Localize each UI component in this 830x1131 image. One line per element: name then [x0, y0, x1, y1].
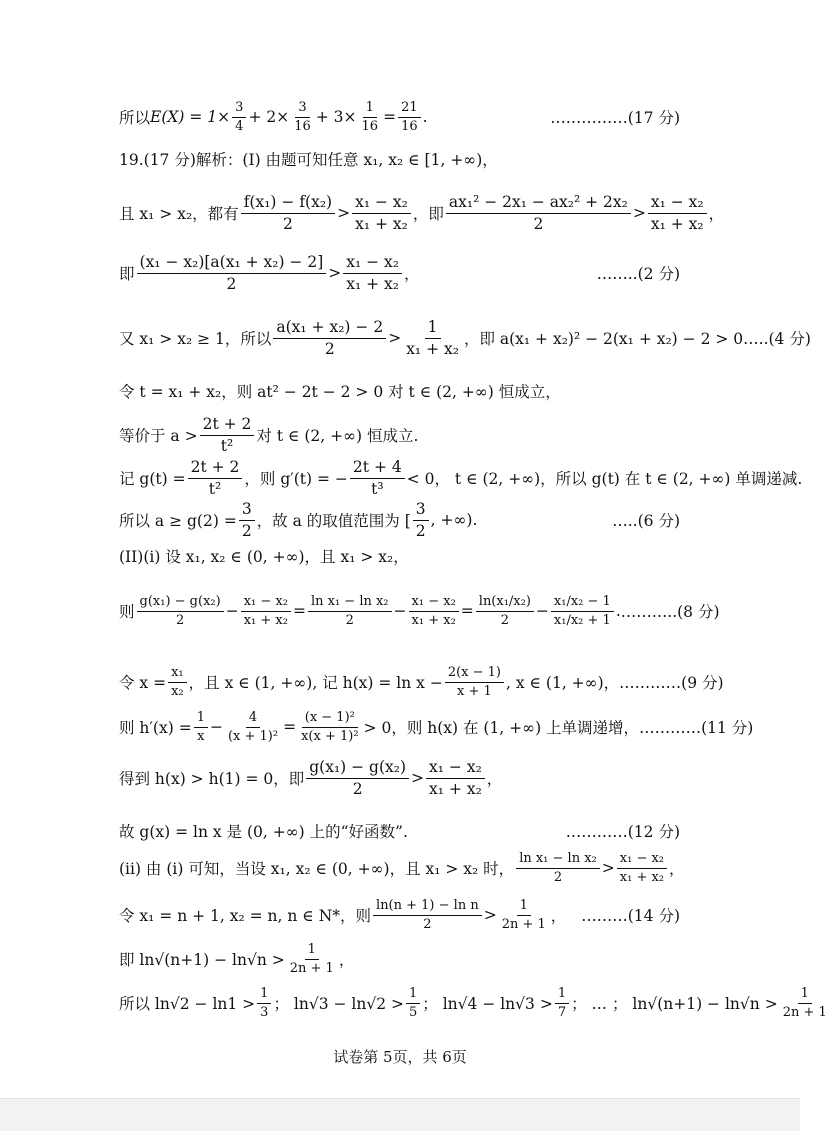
- result-h: [119, 758, 680, 798]
- fraction: $\frac{2t + 4}{\text{t³}}$: [350, 458, 405, 498]
- op: =: [283, 718, 297, 737]
- text: ； ln√4 − ln√3 >: [422, 995, 553, 1014]
- op: >: [411, 769, 425, 788]
- text: 令 t = x₁ + x₂，则 at² − 2t − 2 > 0 对 t ∈ (2, +∞) 恒成立，: [119, 383, 561, 401]
- text: , x ∈ (1, +∞)，: [506, 674, 620, 693]
- op: >: [388, 329, 402, 348]
- text: > 0，则 h(x) 在 (1, +∞) 上单调递增，: [363, 719, 640, 738]
- text: ，则 g′(t) = −: [244, 470, 348, 489]
- text: (ii) 由 (i) 可知，当设 x₁, x₂ ∈ (0, +∞)，且 x₁ > x₂ 时，: [119, 860, 515, 879]
- text: 即: [119, 265, 135, 284]
- fraction: $\frac{1}{16}$: [361, 100, 379, 134]
- text: 所以 ln√2 − ln1 >: [119, 995, 256, 1014]
- text: ，且 x ∈ (1, +∞), 记 h(x) = ln x −: [188, 674, 443, 693]
- fraction: $\frac{\text{x₁/x₂ − 1}}{\text{x₁/x₂ + 1}}$: [551, 594, 614, 628]
- part-ii-ii: [119, 851, 685, 885]
- section-19-header: [119, 148, 680, 170]
- score: …..(4 分): [743, 330, 811, 349]
- text: .: [615, 602, 621, 621]
- text: ，即 a(x₁ + x₂)² − 2(x₁ + x₂) − 2 > 0: [463, 330, 744, 349]
- text: ，故 a 的取值范围为 [: [256, 512, 411, 531]
- fraction: $\frac{3}{2}$: [413, 500, 429, 540]
- fraction: $\frac{3}{2}$: [239, 500, 255, 540]
- fraction: $\frac{\text{g(x₁) − g(x₂)}}{2}$: [306, 758, 409, 798]
- score: ………..(8 分): [620, 603, 720, 622]
- text: 令 x =: [119, 674, 167, 693]
- text: ，即: [412, 205, 444, 224]
- fraction: $\frac{\text{(x − 1)²}}{\text{x(x + 1)²}}$: [301, 710, 359, 744]
- fraction: $\frac{1}{\text{x₁ + x₂}}$: [406, 318, 459, 358]
- fraction: $\frac{1}{x}$: [194, 710, 208, 744]
- define-h: [119, 665, 724, 699]
- op: >: [337, 204, 351, 223]
- score: ………(14 分): [581, 907, 680, 926]
- score: …..(6 分): [612, 512, 680, 531]
- text: 19.(17 分)解析：(I) 由题可知任意 x₁, x₂ ∈ [1, +∞)，: [119, 151, 498, 169]
- text: 对 t ∈ (2, +∞) 恒成立.: [256, 427, 419, 446]
- fraction: $\frac{3}{16}$: [294, 100, 311, 134]
- eq-condition: [119, 193, 725, 233]
- text: ，: [486, 770, 503, 789]
- page-bottom-edge: [0, 1098, 800, 1131]
- fraction: $\frac{1}{2n + 1}$: [289, 942, 334, 976]
- fraction: $\frac{2t + 2}{\text{t²}}$: [188, 458, 243, 498]
- equivalent: [119, 415, 680, 455]
- range-a: [119, 500, 680, 540]
- fraction: $\frac{1}{7}$: [555, 986, 569, 1020]
- fraction: $\frac{\text{a(x₁ + x₂) − 2}}{2}$: [273, 318, 386, 358]
- fraction: $\frac{\text{ln(x₁/x₂)}}{2}$: [476, 594, 534, 628]
- fraction: $\frac{\text{x₁ − x₂}}{\text{x₁ + x₂}}$: [409, 594, 459, 628]
- fraction: $\frac{\text{(x₁ − x₂)[a(x₁ + x₂) − 2]}}{2}$: [137, 253, 327, 293]
- fraction: $\frac{\text{x₁ − x₂}}{\text{x₁ + x₂}}$: [648, 193, 707, 233]
- score: ……………(17 分): [550, 109, 680, 128]
- text: ，: [550, 907, 567, 926]
- fraction: $\frac{\text{x₁ − x₂}}{\text{x₁ + x₂}}$: [241, 594, 291, 628]
- text: ，: [669, 860, 685, 879]
- score: …………(12 分): [565, 823, 680, 841]
- text: ，: [708, 205, 725, 224]
- text: 所以: [119, 109, 151, 128]
- fraction: $\frac{\text{x₁ − x₂}}{\text{x₁ + x₂}}$: [352, 193, 411, 233]
- text: 等价于 a >: [119, 427, 198, 446]
- op: −: [535, 602, 549, 621]
- sqrt-inequality: [119, 942, 680, 976]
- text: ，: [338, 951, 355, 970]
- fraction: $\frac{21}{16}$: [398, 100, 421, 134]
- fraction: $\frac{2t + 2}{\text{t²}}$: [200, 415, 255, 455]
- text: 则: [119, 603, 135, 622]
- eq-expectation: [119, 100, 680, 134]
- page-footer: 试卷第 5页，共 6页: [333, 1048, 467, 1066]
- fraction: $\frac{\text{x₁ − x₂}}{\text{x₁ + x₂}}$: [426, 758, 485, 798]
- period: .: [422, 108, 428, 127]
- text: 记 g(t) =: [119, 470, 186, 489]
- text: , +∞).: [430, 511, 478, 530]
- good-function: [119, 820, 680, 842]
- eq-factored: [119, 253, 680, 293]
- text: 且 x₁ > x₂，都有: [119, 205, 239, 224]
- eq-inequality: [119, 318, 811, 358]
- fraction: $\frac{\text{ax₁² − 2x₁ − ax₂² + 2x₂}}{2}$: [446, 193, 631, 233]
- op: >: [632, 204, 646, 223]
- eq-difference: [119, 594, 720, 628]
- fraction: $\frac{4}{\text{(x + 1)²}}$: [227, 710, 279, 744]
- term: + 2×: [248, 108, 290, 127]
- score: …………(11 分): [639, 719, 754, 738]
- fraction: $\frac{3}{4}$: [232, 100, 246, 134]
- fraction: $\frac{\text{x₁}}{\text{x₂}}$: [168, 665, 187, 699]
- text: 即 ln√(n+1) − ln√n >: [119, 951, 285, 970]
- fraction: $\frac{2(x - 1)}{x + 1}$: [445, 665, 504, 699]
- text: 故 g(x) = ln x 是 (0, +∞) 上的“好函数”.: [119, 823, 408, 841]
- fraction: $\frac{1}{5}$: [406, 986, 420, 1020]
- text: 则 h′(x) =: [119, 719, 192, 738]
- text: 所以 a ≥ g(2) =: [119, 512, 237, 531]
- text: < 0， t ∈ (2, +∞)，所以 g(t) 在 t ∈ (2, +∞) 单调递减.: [406, 470, 803, 489]
- define-g: [119, 458, 803, 498]
- fraction: $\frac{1}{2n + 1}$: [501, 898, 546, 932]
- fraction: $\frac{\text{x₁ − x₂}}{\text{x₁ + x₂}}$: [617, 851, 667, 885]
- fraction: $\frac{\text{ln(n + 1) − ln n}}{2}$: [373, 898, 482, 932]
- op: >: [328, 264, 342, 283]
- score: ……..(2 分): [596, 265, 680, 284]
- fraction: $\frac{\text{f(x₁) − f(x₂)}}{2}$: [241, 193, 335, 233]
- text: 得到 h(x) > h(1) = 0，即: [119, 770, 305, 789]
- op: −: [393, 602, 407, 621]
- fraction: $\frac{\text{ln x₁ − ln x₂}}{2}$: [308, 594, 392, 628]
- op: −: [209, 718, 223, 737]
- term: + 3×: [315, 108, 357, 127]
- substitution-t: [119, 380, 680, 402]
- op: >: [601, 859, 615, 878]
- telescoping-series: [119, 986, 827, 1020]
- text: (II)(i) 设 x₁, x₂ ∈ (0, +∞)，且 x₁ > x₂，: [119, 548, 409, 566]
- score: …………(9 分): [619, 674, 724, 693]
- fraction: $\frac{1}{3}$: [257, 986, 271, 1020]
- formula: E(X) = 1×: [150, 108, 231, 127]
- op: −: [225, 602, 239, 621]
- part-ii-i: [119, 545, 680, 567]
- derivative-h: [119, 710, 754, 744]
- text: ； ln√3 − ln√2 >: [273, 995, 404, 1014]
- substitution-n: [119, 898, 680, 932]
- op: =: [460, 602, 474, 621]
- text: ，: [404, 265, 420, 284]
- fraction: $\frac{1}{2n + 1}$: [782, 986, 827, 1020]
- fraction: $\frac{\text{ln x₁ − ln x₂}}{2}$: [516, 851, 600, 885]
- equals: =: [383, 108, 397, 127]
- op: >: [483, 906, 497, 925]
- text: 又 x₁ > x₂ ≥ 1，所以: [119, 330, 272, 349]
- fraction: $\frac{\text{g(x₁) − g(x₂)}}{2}$: [137, 594, 224, 628]
- op: =: [292, 602, 306, 621]
- text: ； … ； ln√(n+1) − ln√n >: [571, 995, 778, 1014]
- text: 令 x₁ = n + 1, x₂ = n, n ∈ N*，则: [119, 907, 372, 926]
- fraction: $\frac{\text{x₁ − x₂}}{\text{x₁ + x₂}}$: [343, 253, 402, 293]
